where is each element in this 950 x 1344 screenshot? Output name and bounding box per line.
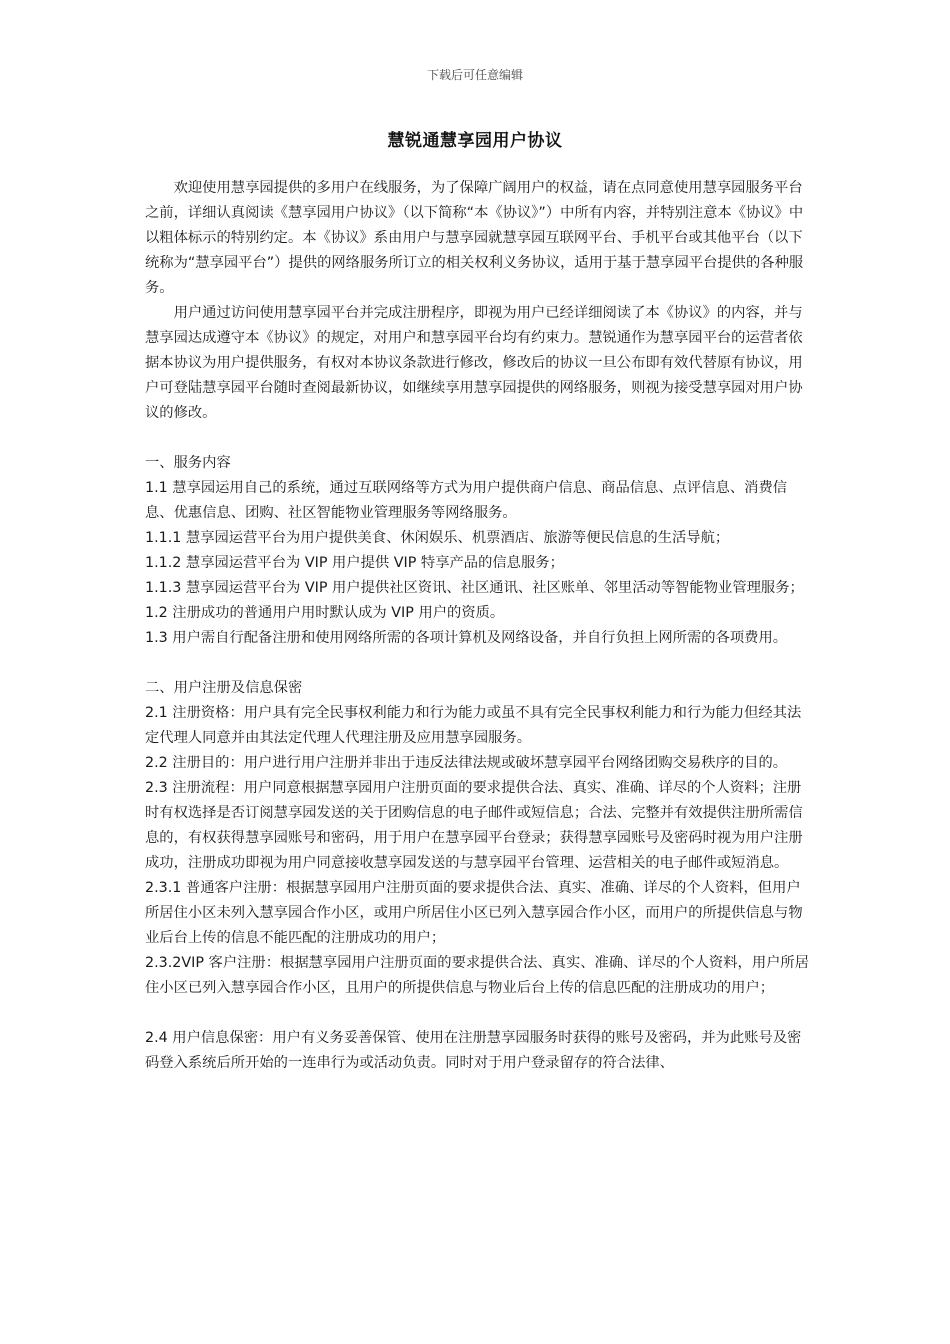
document-title: 慧锐通慧享园用户协议 [387, 131, 563, 151]
clause: 1.1 慧享园运用自己的系统，通过互联网络等方式为用户提供商户信息、商品信息、点评信息、消费信息、优惠信息、团购、社区智能物业管理服务等网络服务。 [145, 480, 788, 521]
document-body [145, 176, 809, 1076]
section-heading: 二、用户注册及信息保密 [145, 680, 303, 696]
intro-paragraph: 欢迎使用慧享园提供的多用户在线服务，为了保障广阔用户的权益，请在点同意使用慧享园服务平台之前，详细认真阅读《慧享园用户协议》（以下简称“本《协议》”）中所有内容，并特别注意本《协议》中以粗体标示的特别约定。本《协议》系由用户与慧享园就慧享园互联网平台、手机平台或其他平台（以下统称为“慧享园平台”）提供的网络服务所订立的相关权利义务协议，适用于基于慧享园平台提供的各种服务。 [145, 180, 804, 296]
clause: 1.1.1 慧享园运营平台为用户提供美食、休闲娱乐、机票酒店、旅游等便民信息的生活导航； [145, 530, 730, 546]
section-heading: 一、服务内容 [145, 455, 231, 471]
clause: 2.4 用户信息保密：用户有义务妥善保管、使用在注册慧享园服务时获得的账号及密码，并为此账号及密码登入系统后所开始的一连串行为或活动负责。同时对于用户登录留存的符合法律、 [145, 1030, 802, 1071]
clause: 2.3.2VIP 客户注册：根据慧享园用户注册页面的要求提供合法、真实、准确、详尽的个人资料，用户所居住小区已列入慧享园合作小区，且用户的所提供信息与物业后台上传的信息匹配的注册成功的用户； [145, 955, 810, 996]
clause: 1.1.3 慧享园运营平台为 VIP 用户提供社区资讯、社区通讯、社区账单、邻里活动等智能物业管理服务； [145, 580, 804, 596]
clause: 2.3 注册流程：用户同意根据慧享园用户注册页面的要求提供合法、真实、准确、详尽的个人资料；注册时有权选择是否订阅慧享园发送的关于团购信息的电子邮件或短信息；合法、完整并有效提供注册所需信息的，有权获得慧享园账号和密码，用于用户在慧享园平台登录；获得慧享园账号及密码时视为用户注册成功，注册成功即视为用户同意接收慧享园发送的与慧享园平台管理、运营相关的电子邮件或短消息。 [145, 780, 803, 871]
clause: 1.3 用户需自行配备注册和使用网络所需的各项计算机及网络设备，并自行负担上网所需的各项费用。 [145, 630, 788, 646]
intro-paragraph: 用户通过访问使用慧享园平台并完成注册程序，即视为用户已经详细阅读了本《协议》的内容，并与慧享园达成遵守本《协议》的规定，对用户和慧享园平台均有约束力。慧锐通作为慧享园平台的运营者依据本协议为用户提供服务，有权对本协议条款进行修改，修改后的协议一旦公布即有效代替原有协议，用户可登陆慧享园平台随时查阅最新协议，如继续享用慧享园提供的网络服务，则视为接受慧享园对用户协议的修改。 [145, 305, 803, 421]
clause: 1.2 注册成功的普通用户用时默认成为 VIP 用户的资质。 [145, 605, 505, 621]
page-header: 下载后可任意编辑 [426, 68, 523, 82]
clause: 2.1 注册资格：用户具有完全民事权利能力和行为能力或虽不具有完全民事权利能力和行为能力但经其法定代理人同意并由其法定代理人代理注册及应用慧享园服务。 [145, 705, 802, 746]
clause: 2.2 注册目的：用户进行用户注册并非出于违反法律法规或破坏慧享园平台网络团购交易秩序的目的。 [145, 755, 788, 771]
clause: 2.3.1 普通客户注册：根据慧享园用户注册页面的要求提供合法、真实、准确、详尽的个人资料，但用户所居住小区未列入慧享园合作小区，或用户所居住小区已列入慧享园合作小区，而用户的所提供信息与物业后台上传的信息不能匹配的注册成功的用户； [145, 880, 803, 946]
clause: 1.1.2 慧享园运营平台为 VIP 用户提供 VIP 特享产品的信息服务； [145, 555, 564, 571]
